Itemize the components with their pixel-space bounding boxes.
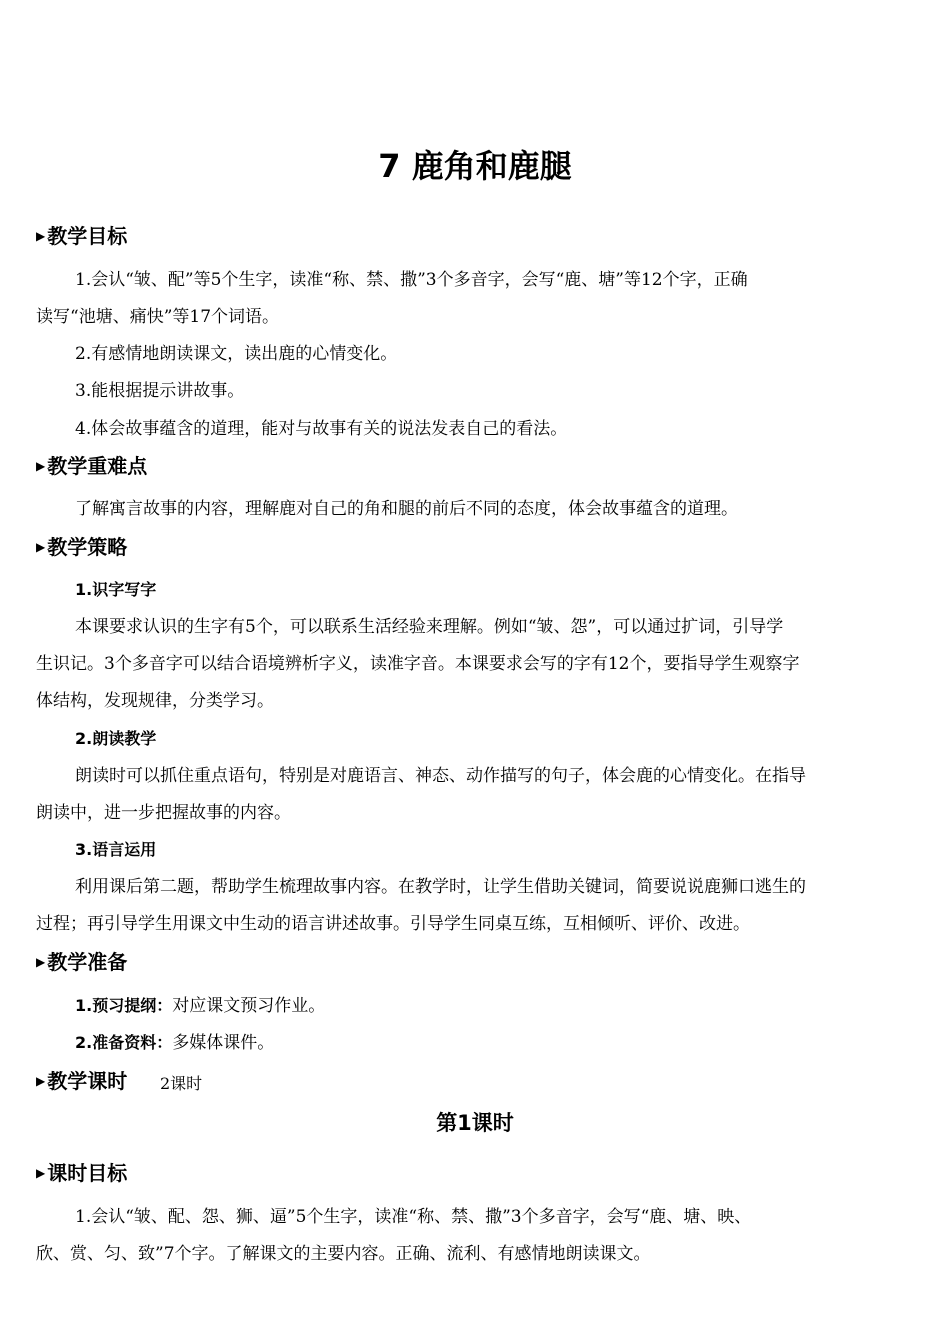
strategy-1-line-2: 生识记。3个多音字可以结合语境辨析字义，读准字音。本课要求会写的字有12个，要指导学生观察字 — [36, 654, 800, 674]
section-heading-preparation: ▶ 教学准备 — [36, 950, 128, 974]
goal-item-3: 3.能根据提示讲故事。 — [75, 381, 245, 401]
goal-item-2: 2.有感情地朗读课文，读出鹿的心情变化。 — [75, 344, 398, 364]
strategy-2-line-2: 朗读中，进一步把握故事的内容。 — [36, 803, 291, 823]
section-heading-key-points: ▶ 教学重难点 — [36, 454, 148, 478]
strategy-sub-title-2: 2.朗读教学 — [75, 729, 157, 748]
triangle-right-icon: ▶ — [36, 459, 46, 473]
goal-item-1-line-2: 读写“池塘、痛快”等17个词语。 — [36, 307, 280, 327]
strategy-1-line-3: 体结构，发现规律，分类学习。 — [36, 691, 274, 711]
section-heading-goals: ▶ 教学目标 — [36, 224, 128, 248]
key-points-text: 了解寓言故事的内容，理解鹿对自己的角和腿的前后不同的态度，体会故事蕴含的道理。 — [75, 499, 738, 519]
triangle-right-icon: ▶ — [36, 229, 46, 243]
strategy-3-line-1: 利用课后第二题，帮助学生梳理故事内容。在教学时，让学生借助关键词，简要说说鹿狮口逃生的 — [75, 877, 806, 897]
hours-value: 2课时 — [160, 1074, 203, 1093]
lesson-goal-line-1: 1.会认“皱、配、怨、狮、逼”5个生字，读准“称、禁、撒”3个多音字，会写“鹿、塘、映、 — [75, 1207, 752, 1227]
section-heading-lesson-goals: ▶ 课时目标 — [36, 1161, 128, 1185]
goal-item-4: 4.体会故事蕴含的道理，能对与故事有关的说法发表自己的看法。 — [75, 419, 568, 439]
section-heading-hours: ▶ 教学课时 — [36, 1069, 128, 1093]
lesson-heading: 第1课时 — [436, 1111, 514, 1135]
strategy-1-line-1: 本课要求认识的生字有5个，可以联系生活经验来理解。例如“皱、怨”，可以通过扩词，引导学 — [75, 617, 784, 637]
triangle-right-icon: ▶ — [36, 540, 46, 554]
strategy-2-line-1: 朗读时可以抓住重点语句，特别是对鹿语言、神态、动作描写的句子，体会鹿的心情变化。在指导 — [75, 766, 806, 786]
lesson-goal-line-2: 欣、赏、匀、致”7个字。了解课文的主要内容。正确、流利、有感情地朗读课文。 — [36, 1244, 651, 1264]
goal-item-1-line-1: 1.会认“皱、配”等5个生字，读准“称、禁、撒”3个多音字，会写“鹿、塘”等12个字，正确 — [75, 270, 748, 290]
preparation-item-2: 2.准备资料：多媒体课件。 — [75, 1033, 275, 1053]
strategy-sub-title-3: 3.语言运用 — [75, 840, 157, 859]
triangle-right-icon: ▶ — [36, 1166, 46, 1180]
strategy-3-line-2: 过程；再引导学生用课文中生动的语言讲述故事。引导学生同桌互练，互相倾听、评价、改进。 — [36, 914, 750, 934]
triangle-right-icon: ▶ — [36, 955, 46, 969]
preparation-item-1: 1.预习提纲：对应课文预习作业。 — [75, 996, 326, 1016]
page-title: 7 鹿角和鹿腿 — [378, 147, 572, 185]
strategy-sub-title-1: 1.识字写字 — [75, 580, 157, 599]
section-heading-strategy: ▶ 教学策略 — [36, 535, 128, 559]
triangle-right-icon: ▶ — [36, 1074, 46, 1088]
